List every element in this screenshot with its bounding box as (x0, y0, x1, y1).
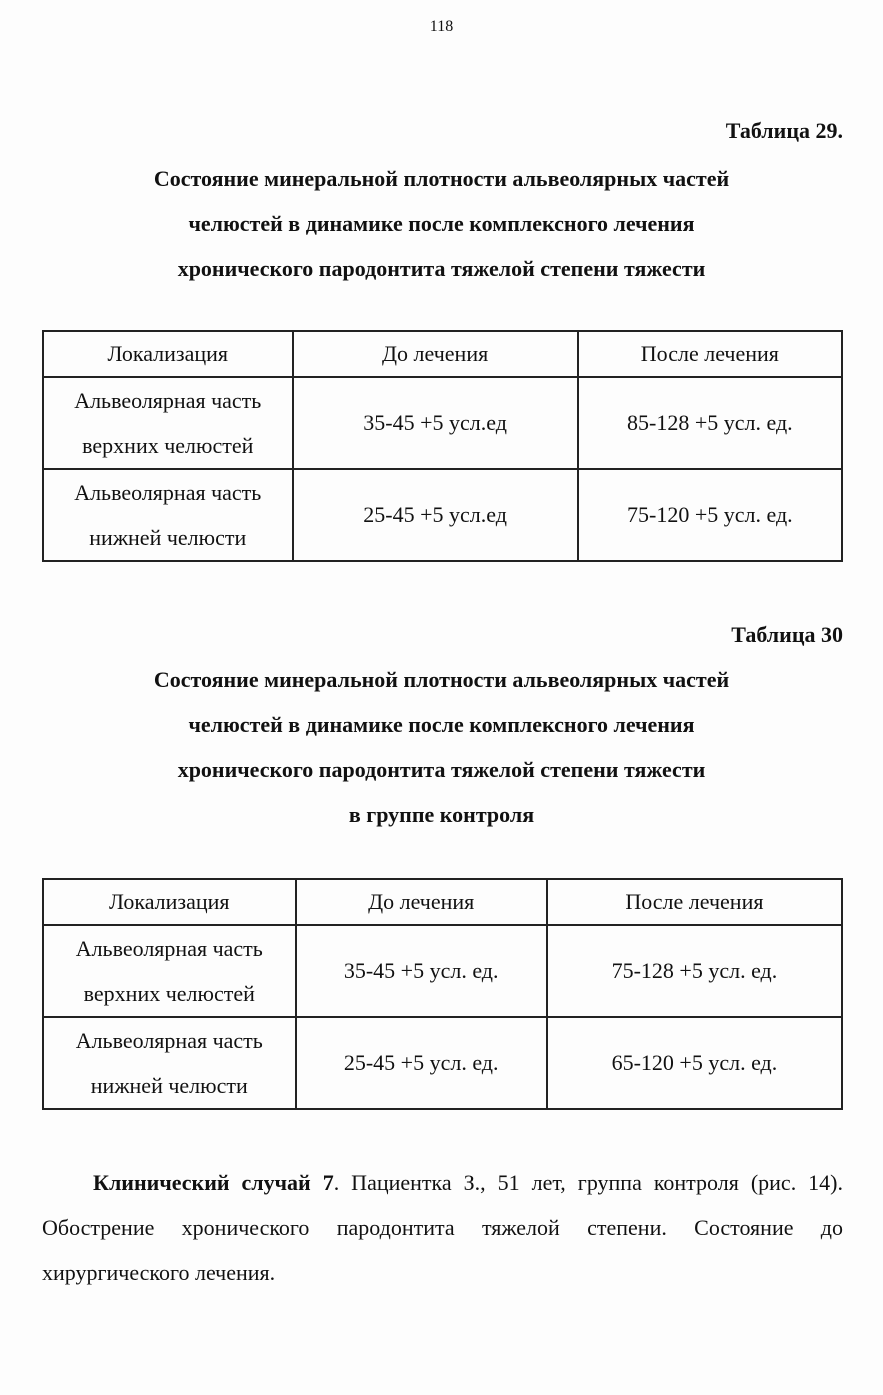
header-cell: До лечения (293, 331, 578, 377)
table-30 (42, 878, 843, 1110)
clinical-case-paragraph (42, 1160, 843, 1295)
after-value: 75-128 +5 усл. ед. (547, 925, 842, 1017)
caption-line: хронического пародонтита тяжелой степени тяжести (177, 256, 706, 281)
table-30-label: Таблица 30 (731, 622, 843, 647)
before-value: 25-45 +5 усл. ед. (296, 1017, 547, 1109)
table-row (43, 925, 842, 1017)
caption-line: челюстей в динамике после комплексного лечения (188, 211, 695, 236)
header-cell: После лечения (578, 331, 842, 377)
location-line: Альвеолярная часть (75, 936, 263, 961)
before-value: 35-45 +5 усл. ед. (296, 925, 547, 1017)
caption-line: в группе контроля (348, 802, 535, 827)
location-cell (43, 925, 296, 1017)
clinical-case-text: . Пациентка З., 51 лет, группа контроля (рис. 14). Обострение хронического пародонтита тяжелой степени. Состояние до хирургического лечения. (42, 1170, 843, 1285)
table-row (43, 469, 842, 561)
location-line: Альвеолярная часть (74, 388, 262, 413)
before-value: 35-45 +5 усл.ед (293, 377, 578, 469)
caption-line: Состояние минеральной плотности альвеолярных частей (153, 667, 730, 692)
location-line: нижней челюсти (89, 525, 247, 550)
clinical-case-heading: Клинический случай 7 (93, 1170, 334, 1195)
page-number: 118 (429, 18, 454, 35)
location-cell (43, 469, 293, 561)
table-29 (42, 330, 843, 562)
location-line: Альвеолярная часть (74, 480, 262, 505)
before-value: 25-45 +5 усл.ед (293, 469, 578, 561)
location-line: верхних челюстей (83, 981, 255, 1006)
location-line: нижней челюсти (90, 1073, 248, 1098)
table-29-label: Таблица 29. (725, 118, 843, 143)
after-value: 75-120 +5 усл. ед. (578, 469, 842, 561)
caption-line: челюстей в динамике после комплексного лечения (188, 712, 695, 737)
header-cell: После лечения (547, 879, 842, 925)
table-29-caption (0, 156, 883, 291)
caption-line: хронического пародонтита тяжелой степени тяжести (177, 757, 706, 782)
table-row (43, 1017, 842, 1109)
location-line: верхних челюстей (82, 433, 254, 458)
header-cell: Локализация (43, 879, 296, 925)
location-cell (43, 1017, 296, 1109)
show-through-text (36, 70, 846, 115)
after-value: 65-120 +5 усл. ед. (547, 1017, 842, 1109)
location-line: Альвеолярная часть (75, 1028, 263, 1053)
header-cell: До лечения (296, 879, 547, 925)
header-cell: Локализация (43, 331, 293, 377)
table-30-caption (0, 657, 883, 837)
after-value: 85-128 +5 усл. ед. (578, 377, 842, 469)
caption-line: Состояние минеральной плотности альвеолярных частей (153, 166, 730, 191)
location-cell (43, 377, 293, 469)
table-row (43, 377, 842, 469)
